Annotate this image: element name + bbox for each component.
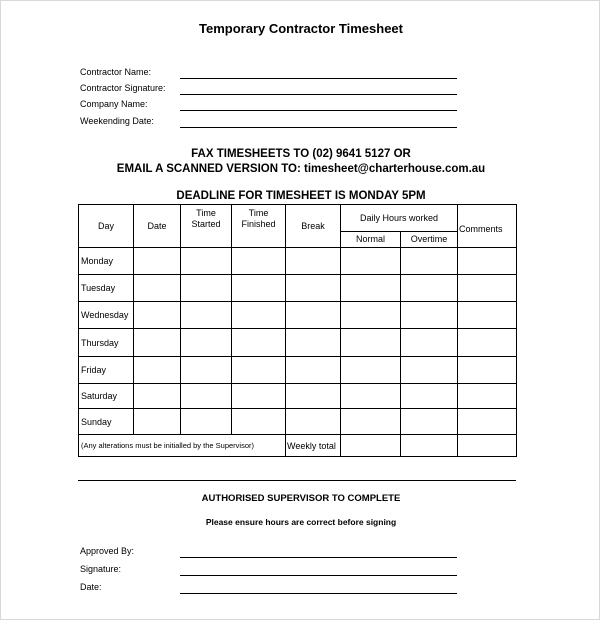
contractor-signature-field [80,83,460,97]
weekending-date-label: Weekending Date: [80,116,154,126]
table-row [79,248,517,275]
alterations-note: (Any alterations must be initialled by the Supervisor) [79,435,286,457]
supervisor-date-field [80,582,460,596]
header-day: Day [79,205,134,248]
overtime-hours-cell[interactable] [401,384,458,409]
time-finished-cell[interactable] [232,357,286,384]
supervisor-date-input-line[interactable] [180,593,457,594]
normal-hours-cell[interactable] [341,384,401,409]
header-time-finished: Time Finished [232,205,286,248]
time-started-cell[interactable] [181,357,232,384]
time-finished-cell[interactable] [232,329,286,357]
comments-cell[interactable] [458,248,517,275]
time-started-cell[interactable] [181,302,232,329]
header-date: Date [134,205,181,248]
date-cell[interactable] [134,275,181,302]
contractor-name-label: Contractor Name: [80,67,152,77]
table-row [79,409,517,435]
header-daily-hours-worked: Daily Hours worked [341,205,458,232]
weekly-total-overtime-cell[interactable] [401,435,458,457]
supervisor-heading: AUTHORISED SUPERVISOR TO COMPLETE [201,493,401,504]
header-normal: Normal [341,232,401,248]
comments-cell[interactable] [458,357,517,384]
overtime-hours-cell[interactable] [401,248,458,275]
normal-hours-cell[interactable] [341,302,401,329]
weekending-date-field [80,116,460,130]
time-finished-cell[interactable] [232,302,286,329]
section-divider [78,480,516,481]
time-started-cell[interactable] [181,248,232,275]
day-cell: Saturday [79,384,134,409]
time-finished-cell[interactable] [232,384,286,409]
date-cell[interactable] [134,409,181,435]
date-cell[interactable] [134,384,181,409]
date-cell[interactable] [134,302,181,329]
weekending-date-input-line[interactable] [180,127,457,128]
approved-by-field [80,546,460,560]
day-cell: Wednesday [79,302,134,329]
overtime-hours-cell[interactable] [401,275,458,302]
date-cell[interactable] [134,248,181,275]
break-cell[interactable] [286,302,341,329]
date-cell[interactable] [134,329,181,357]
approved-by-input-line[interactable] [180,557,457,558]
header-time-started: Time Started [181,205,232,248]
document-title: Temporary Contractor Timesheet [199,21,403,36]
day-cell: Sunday [79,409,134,435]
timesheet-table [78,204,517,457]
contractor-name-input-line[interactable] [180,78,457,79]
table-row [79,357,517,384]
company-name-label: Company Name: [80,99,148,109]
company-name-input-line[interactable] [180,110,457,111]
normal-hours-cell[interactable] [341,248,401,275]
overtime-hours-cell[interactable] [401,302,458,329]
table-row [79,302,517,329]
contractor-signature-label: Contractor Signature: [80,83,166,93]
header-break: Break [286,205,341,248]
break-cell[interactable] [286,275,341,302]
weekly-total-normal-cell[interactable] [341,435,401,457]
overtime-hours-cell[interactable] [401,409,458,435]
overtime-hours-cell[interactable] [401,329,458,357]
overtime-hours-cell[interactable] [401,357,458,384]
break-cell[interactable] [286,248,341,275]
day-cell: Friday [79,357,134,384]
time-started-cell[interactable] [181,409,232,435]
normal-hours-cell[interactable] [341,409,401,435]
time-finished-cell[interactable] [232,409,286,435]
table-row [79,275,517,302]
comments-cell[interactable] [458,409,517,435]
time-started-cell[interactable] [181,384,232,409]
contractor-name-field [80,67,460,81]
comments-cell[interactable] [458,275,517,302]
comments-cell[interactable] [458,384,517,409]
supervisor-signature-field [80,564,460,578]
table-row [79,384,517,409]
day-cell: Monday [79,248,134,275]
comments-cell[interactable] [458,302,517,329]
normal-hours-cell[interactable] [341,275,401,302]
company-name-field [80,99,460,113]
table-footer-row [79,435,517,457]
day-cell: Tuesday [79,275,134,302]
break-cell[interactable] [286,384,341,409]
date-cell[interactable] [134,357,181,384]
time-finished-cell[interactable] [232,275,286,302]
normal-hours-cell[interactable] [341,357,401,384]
comments-cell[interactable] [458,329,517,357]
weekly-total-comments-cell[interactable] [458,435,517,457]
time-finished-cell[interactable] [232,248,286,275]
day-cell: Thursday [79,329,134,357]
supervisor-signature-input-line[interactable] [180,575,457,576]
supervisor-date-label: Date: [80,582,102,592]
header-overtime: Overtime [401,232,458,248]
break-cell[interactable] [286,329,341,357]
normal-hours-cell[interactable] [341,329,401,357]
break-cell[interactable] [286,409,341,435]
weekly-total-label: Weekly total [286,435,341,457]
header-comments: Comments [458,205,517,248]
supervisor-signature-label: Signature: [80,564,122,574]
time-started-cell[interactable] [181,275,232,302]
supervisor-instruction: Please ensure hours are correct before signing [205,517,397,527]
contractor-signature-input-line[interactable] [180,94,457,95]
deadline-notice: DEADLINE FOR TIMESHEET IS MONDAY 5PM [176,190,426,202]
email-notice: EMAIL A SCANNED VERSION TO: timesheet@charterhouse.com.au [116,163,486,175]
fax-notice: FAX TIMESHEETS TO (02) 9641 5127 OR [191,148,411,160]
break-cell[interactable] [286,357,341,384]
approved-by-label: Approved By: [80,546,135,556]
table-row [79,329,517,357]
time-started-cell[interactable] [181,329,232,357]
